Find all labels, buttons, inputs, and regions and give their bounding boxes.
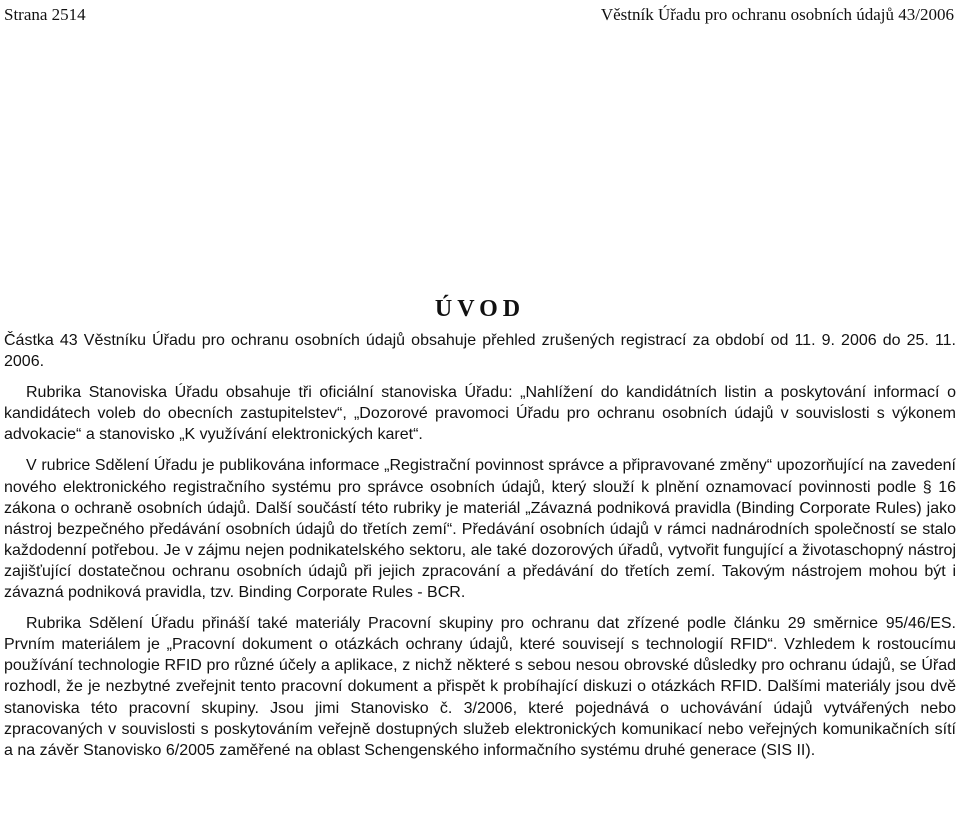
section-heading: ÚVOD (434, 296, 526, 322)
article-body (4, 330, 956, 761)
paragraph: Částka 43 Věstníku Úřadu pro ochranu osobních údajů obsahuje přehled zrušených registrací za období od 11. 9. 2006 do 25. 11. 2006. (4, 332, 956, 371)
paragraph: V rubrice Sdělení Úřadu je publikována informace „Registrační povinnost správce a připravované změny“ upozorňující na zavedení nového elektronického registračního systému pro správce osobních údajů, který slouží k plnění oznamovací povinnosti podle § 16 zákona o ochraně osobních údajů. Další součástí této rubriky je materiál „Závazná podniková pravidla (Binding Corporate Rules) jako nástroj bezpečného předávání osobních údajů do třetích zemí“. Předávání osobních údajů v rámci nadnárodních společností se stalo každodenní potřebou. Je v zájmu nejen podnikatelského sektoru, ale také dozorových úřadů, vytvořit fungující a životaschopný nástroj zajišťující dostatečnou ochranu osobních údajů při jejich zpracování a předávání do třetích zemí. Takovým nástrojem mohou být i závazná podniková pravidla, tzv. Binding Corporate Rules - BCR. (4, 457, 956, 602)
page-number: Strana 2514 (4, 5, 86, 24)
page-header (4, 5, 954, 25)
paragraph: Rubrika Stanoviska Úřadu obsahuje tři oficiální stanoviska Úřadu: „Nahlížení do kandidátních listin a poskytování informací o kandidátech voleb do obecních zastupitelstev“, „Dozorové pravomoci Úřadu pro ochranu osobních údajů v souvislosti s výkonem advokacie“ a stanovisko „K využívání elektronických karet“. (4, 384, 956, 444)
paragraph: Rubrika Sdělení Úřadu přináší také materiály Pracovní skupiny pro ochranu dat zřízené podle článku 29 směrnice 95/46/ES. Prvním materiálem je „Pracovní dokument o otázkách ochrany údajů, které souvisejí s technologií RFID“. Vzhledem k rostoucímu používání technologie RFID pro různé účely a aplikace, z nichž některé s sebou nesou obrovské důsledky pro ochranu údajů, se Úřad rozhodl, že je nezbytné zveřejnit tento pracovní dokument a přispět k probíhající diskuzi o otázkách RFID. Dalšími materiály jsou dvě stanoviska této pracovní skupiny. Jsou jimi Stanovisko č. 3/2006, které pojednává o uchovávání údajů vytvářených nebo zpracovaných v souvislosti s poskytováním veřejně dostupných služeb elektronických komunikací nebo veřejných komunikačních sítí a na závěr Stanovisko 6/2005 zaměřené na oblast Schengenského informačního systému druhé generace (SIS II). (4, 615, 956, 759)
publication-title: Věstník Úřadu pro ochranu osobních údajů 43/2006 (600, 5, 954, 24)
